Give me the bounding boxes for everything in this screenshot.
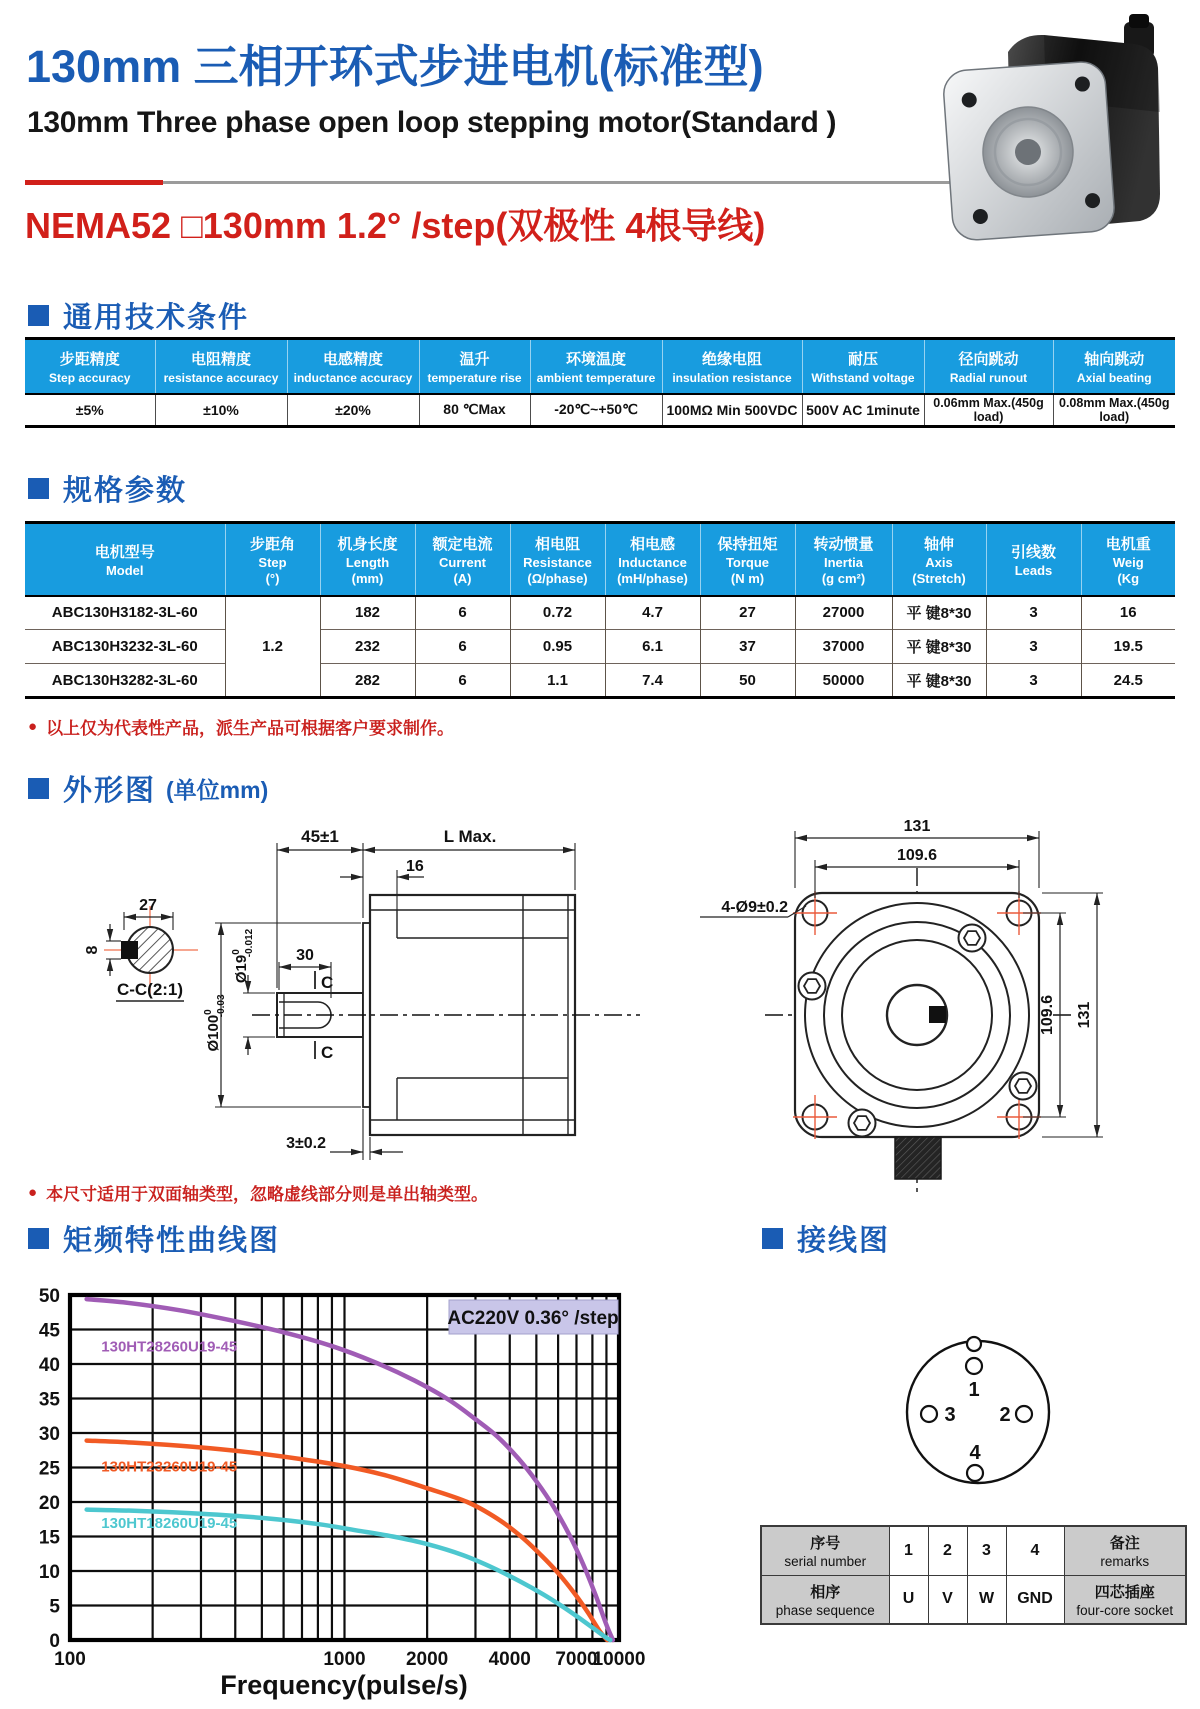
motor-photo [928, 12, 1186, 260]
svg-text:40: 40 [38, 1355, 60, 1376]
pin-label-4: 4 [969, 1442, 981, 1464]
svg-text:50: 50 [38, 1286, 60, 1307]
svg-text:30: 30 [38, 1424, 60, 1445]
chart-curves [87, 1299, 613, 1640]
connector-diagram [880, 1325, 1080, 1500]
dim-key-height: 8 [84, 945, 101, 955]
chart-x-axis-label: Frequency(pulse/s) [220, 1670, 468, 1700]
svg-text:5: 5 [49, 1596, 60, 1618]
specs-row: ABC130H3282-3L-60 282 6 1.1 7.4 50 50000 平 键8*30 3 24.5 [25, 664, 1175, 698]
divider-red-segment [25, 180, 163, 185]
outline-note: ● 本尺寸适用于双面轴类型，忽略虚线部分则是单出轴类型。 [28, 1184, 489, 1204]
section-wiring-title: 接线图 [762, 1218, 890, 1259]
section-outline-title: 外形图 (单位mm) [28, 768, 268, 809]
connector-pin-2 [1016, 1406, 1032, 1422]
section-curve-title: 矩频特性曲线图 [28, 1218, 280, 1259]
svg-text:0: 0 [49, 1631, 60, 1652]
general-conditions-table [25, 337, 1175, 428]
section-mark-bottom: C [321, 1043, 334, 1062]
svg-text:25: 25 [38, 1458, 60, 1480]
wiring-serial-row: 序号 serial number 1 2 3 4 备注 remarks [761, 1526, 1186, 1575]
pin-label-2: 2 [999, 1404, 1011, 1426]
dim-hole-spacing-v: 109.6 [1039, 994, 1056, 1036]
wiring-table [760, 1525, 1187, 1625]
svg-text:10: 10 [38, 1562, 60, 1583]
specs-table [25, 521, 1175, 699]
dim-body-length: L Max. [443, 827, 497, 846]
specs-row: ABC130H3232-3L-60 232 6 0.95 6.1 37 37000 平 键8*30 3 19.5 [25, 630, 1175, 664]
pin-label-3: 3 [944, 1404, 956, 1426]
specs-note: ● 以上仅为代表性产品，派生产品可根据客户要求制作。 [28, 718, 455, 738]
dim-pilot-diameter: $Ø100^0$ -0.03 [203, 994, 227, 1052]
wiring-phase-row: 相序 phase sequence U V W GND 四芯插座 four-core socket [761, 1575, 1186, 1624]
page-title-en: 130mm Three phase open loop stepping motor(Standard ) [27, 106, 837, 139]
connector-notch [967, 1337, 981, 1351]
svg-text:45: 45 [38, 1320, 60, 1342]
curve-label-130HT28260U19-45: 130HT28260U19-45 [101, 1338, 238, 1356]
specs-header-row: 电机型号 Model 步距角 Step (°) 机身长度 Length (mm) 额定电流 Current (A) 相电阻 Resistance (Ω/phase) 相电感 Inductance (mH/phase) 保持扭矩 Torque (N m) 转动惯量 Inertia (g cm²) 轴伸 Axis (Stretch) 引线数 Leads 电机重 Weig (Kg [25, 523, 1175, 596]
dim-front-width: 131 [903, 818, 931, 835]
section-square-icon [28, 478, 49, 499]
curve-label-130HT18260U19-45: 130HT18260U19-45 [101, 1515, 238, 1533]
dim-holes-label: 4-Ø9±0.2 [721, 899, 788, 916]
dim-shaft-diameter: $Ø19^0$ -0.012 [231, 928, 255, 984]
connector-stub [895, 1137, 941, 1179]
step-angle-merged-cell: 1.2 [225, 596, 320, 698]
divider-gray-segment [163, 181, 1035, 184]
dim-flange-thickness: 3±0.2 [286, 1135, 326, 1152]
model-spec-line: NEMA52 □130mm 1.2° /step(双极性 4根导线) [25, 205, 766, 246]
svg-text:20: 20 [38, 1493, 60, 1514]
svg-text:2000: 2000 [405, 1649, 449, 1670]
general-values-row: ±5% ±10% ±20% 80 ℃Max -20℃~+50℃ 100MΩ Min 500VDC 500V AC 1minute 0.06mm Max.(450g load) 0.08mm Max.(450g load) [25, 394, 1175, 427]
general-header-row: 步距精度 Step accuracy 电阻精度 resistance accuracy 电感精度 inductance accuracy 温升 temperature rise 环境温度 ambient temperature 绝缘电阻 insulation resistance 耐压 Withstand voltage 径向跳动 Radial runout 轴向跳动 Axial beating [25, 339, 1175, 394]
section-square-icon [28, 778, 49, 799]
shaft-cross-section [84, 897, 198, 1001]
bullet-icon: ● [28, 1184, 38, 1201]
dim-section-width: 27 [139, 897, 157, 914]
section-mark-top: C [321, 973, 334, 992]
dim-key-length: 30 [296, 947, 314, 964]
svg-text:4000: 4000 [488, 1649, 531, 1670]
svg-text:100: 100 [54, 1649, 86, 1670]
svg-text:10000: 10000 [592, 1649, 646, 1670]
section-general-title: 通用技术条件 [28, 295, 249, 336]
section-view-label: C-C(2:1) [116, 980, 184, 999]
section-square-icon [28, 305, 49, 326]
curve-label-130HT23260U19-45: 130HT23260U19-45 [101, 1458, 238, 1476]
torque-frequency-chart [0, 1240, 660, 1709]
section-specs-title: 规格参数 [28, 468, 187, 509]
motor-front-view [700, 818, 1103, 1192]
section-square-icon [762, 1228, 783, 1249]
motor-front-flange [942, 60, 1115, 241]
svg-text:1000: 1000 [323, 1649, 366, 1670]
pin-label-1: 1 [968, 1379, 980, 1401]
specs-row: ABC130H3182-3L-60 1.2 182 6 0.72 4.7 27 27000 平 键8*30 3 16 [25, 596, 1175, 630]
dim-front-height: 131 [1076, 1001, 1093, 1029]
motor-side-view [203, 827, 640, 1160]
connector-pin-4 [967, 1465, 983, 1481]
page-title-cn: 130mm 三相开环式步进电机(标准型) [26, 41, 764, 92]
svg-text:7000: 7000 [555, 1649, 598, 1670]
outline-drawing [0, 815, 1200, 1200]
keyway-section [121, 941, 138, 959]
dim-pilot-depth: 16 [406, 858, 424, 875]
svg-text:35: 35 [38, 1389, 60, 1411]
bullet-icon: ● [28, 718, 38, 735]
dim-hole-spacing-h: 109.6 [896, 847, 938, 864]
connector-pin-3 [921, 1406, 937, 1422]
dim-shaft-length: 45±1 [301, 827, 339, 846]
shaft-key-square [929, 1006, 946, 1023]
chart-annotation: AC220V 0.36° /step [447, 1308, 619, 1329]
connector-pin-1 [966, 1358, 982, 1374]
svg-text:15: 15 [38, 1527, 60, 1549]
